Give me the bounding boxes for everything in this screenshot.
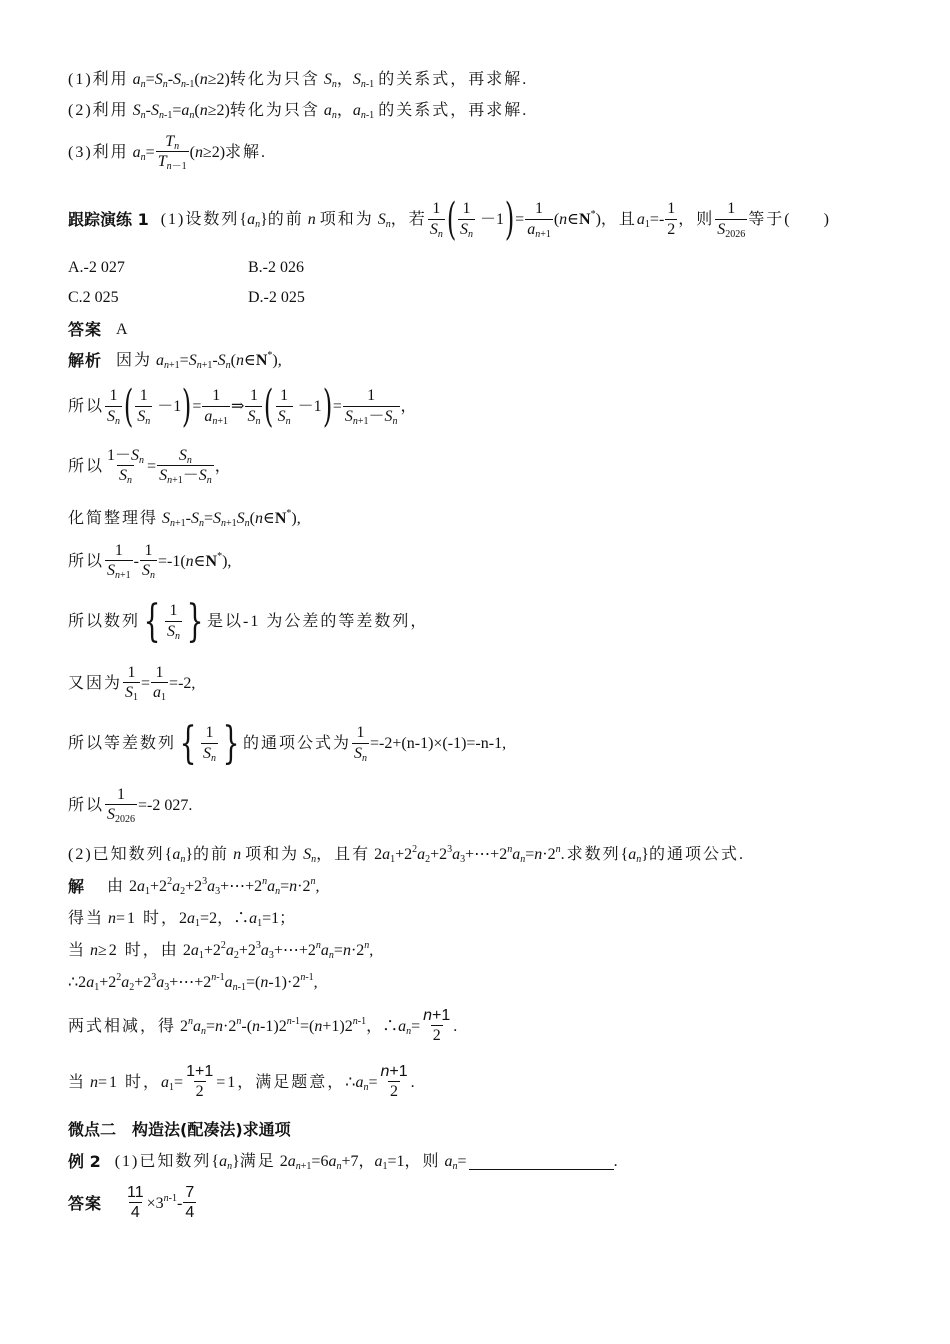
analysis-line-7: 又因为 $\frac{1}{S_1}$ = $\frac{1}{a_1}$ =-2, <box>68 664 196 704</box>
analysis-line-3: 所以 $\frac{1-S_n}{S_n}$ = $\frac{S_n}{S_{n+1}-S_n}$ ， <box>68 447 231 487</box>
example-2: 例 2 (1)已知数列 $\{a_n\}$ 满足 $2a_{n+1}=6a_n+7$ ， $a_1=1$ ，则 $a_n=$ . <box>68 1152 618 1172</box>
solution-line-3: 当 n ≥2 时，由 $2a_1+2^2a_2+2^3a_3+\cdots+2^na_n=n\cdot 2^n$, <box>68 940 374 961</box>
solution-line-1: 解 由 $2a_1+2^2a_2+2^3a_3+\cdots+2^na_n=n\cdot 2^n$, <box>68 876 320 897</box>
option-c: C.2 025 <box>68 289 119 306</box>
option-b: B.-2 026 <box>248 259 304 276</box>
analysis-line-6: 所以数列 { $\frac{1}{S_n}$ } 是以-1 为公差的等差数列， <box>68 596 429 647</box>
solution-line-5: 两式相减，得 $2^na_n=n\cdot 2^n-(n-1)2^{n-1}=(n+1)2^{n-1}$，$\therefore a_n=$ $\frac{n+1}{2}$ . <box>68 1007 458 1045</box>
answer-2: 答案 $\frac{11}{4}$ $\times 3^{n-1}-$ $\frac{7}{4}$ <box>68 1184 195 1222</box>
method-line-1: (1)利用 $a_n=S_n-S_{n-1}(n\ge 2)$ 转化为只含 $S_n$，$S_{n-1}$ 的关系式，再求解. <box>68 71 529 90</box>
analysis-line-8: 所以等差数列 { $\frac{1}{S_n}$ } 的通项公式为 $\frac{1}{S_n}$ =-2+(n-1)×(-1)=-n-1, <box>68 718 507 769</box>
exercise-question-1: 跟踪演练 1 (1)设数列 $\{a_n\}$ 的前 n 项和为 $S_n$ ，若 $\frac{1}{S_n}$ ( $\frac{1}{S_n}$ －1 ) = $\frac{1}{a_{n+1}}$ (n∈N*) ，且 $a_1=-$ $\frac{1}{2}$ ，则 $\frac{1}{S_{2026}}$ 等于( ) <box>68 194 829 245</box>
analysis-line-1: 解析 因为 $a_{n+1}=S_{n+1}-S_n(n\in N^*)$, <box>68 350 282 371</box>
solution-line-6: 当 n =1 时， $a_1=$ $\frac{1+1}{2}$ =1，满足题意， $\therefore a_n=$ $\frac{n+1}{2}$ . <box>68 1063 415 1101</box>
options-row-2 <box>68 288 890 307</box>
answer-blank <box>469 1153 614 1170</box>
analysis-line-9: 所以 $\frac{1}{S_{2026}}$ =-2 027. <box>68 786 193 826</box>
option-d: D.-2 025 <box>248 289 305 306</box>
question-2: (2)已知数列 $\{a_n\}$ 的前 n 项和为 $S_n$ ，且有 $2a_1+2^2a_2+2^3a_3+\cdots+2^na_n=n\cdot 2^n$ .求数列 $\{a_n\}$ 的通项公式. <box>68 844 745 865</box>
section-title: 微点二 构造法(配凑法)求通项 <box>68 1120 291 1139</box>
method-line-3: (3)利用 $a_n=$ $\frac{T_n}{T_{n-1}}$ (n≥2) 求解. <box>68 133 268 173</box>
options-row-1 <box>68 258 890 277</box>
option-a: A.-2 027 <box>68 259 125 276</box>
method-line-2: (2)利用 $S_n-S_{n-1}=a_n(n\ge 2)$ 转化为只含 $a_n$，$a_{n-1}$ 的关系式，再求解. <box>68 102 529 121</box>
analysis-line-2: 所以 $\frac{1}{S_n}$ ( $\frac{1}{S_n}$ －1 ) = $\frac{1}{a_{n+1}}$ ⇒ $\frac{1}{S_n}$ ( $\frac{1}{S_n}$ －1 ) = $\frac{1}{S_{n+1}-S_n}$ ， <box>68 381 417 432</box>
analysis-line-5: 所以 $\frac{1}{S_{n+1}}$ - $\frac{1}{S_n}$ =-1(n∈N*), <box>68 542 232 582</box>
answer-1: 答案 A <box>68 320 128 339</box>
analysis-line-4: 化简整理得 $S_{n+1}-S_n=S_{n+1}S_n(n\in N^*)$, <box>68 508 301 529</box>
solution-line-4: $\therefore 2a_1+2^2a_2+2^3a_3+\cdots+2^{n-1}a_{n-1}=(n-1)\cdot 2^{n-1}$, <box>68 972 318 993</box>
solution-line-2: 得当 n =1 时， $2a_1=2$，$\therefore a_1=1$； <box>68 910 296 929</box>
